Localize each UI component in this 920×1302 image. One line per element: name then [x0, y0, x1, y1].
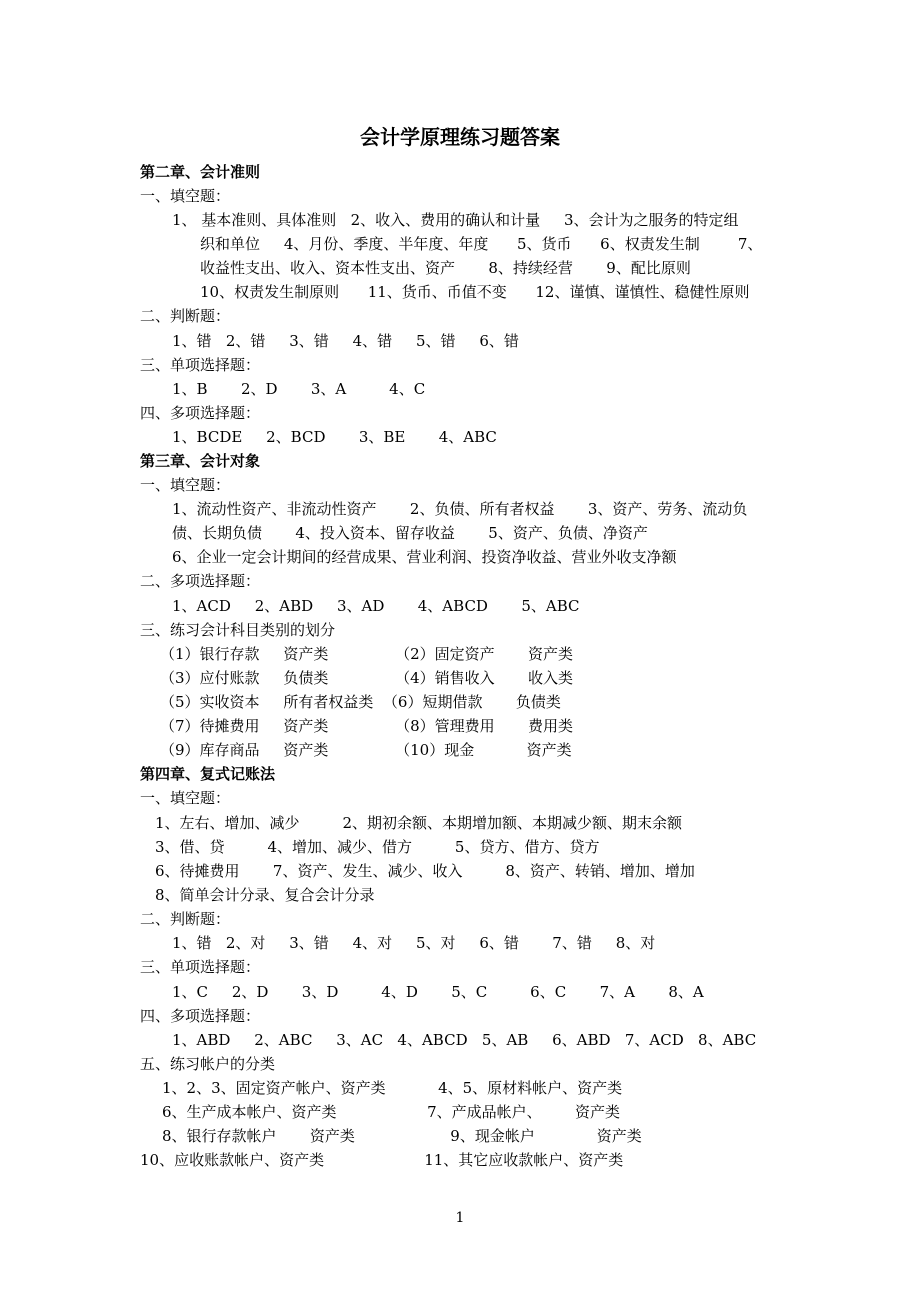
- answer-line: 1、ABD 2、ABC 3、AC 4、ABCD 5、AB 6、ABD 7、ACD 8、ABC: [172, 1031, 757, 1049]
- section-heading: 三、单项选择题：: [140, 958, 261, 976]
- answer-line: 债、长期负债 4、投入资本、留存收益 5、资产、负债、净资产: [172, 524, 648, 542]
- answer-line: 1、ACD 2、ABD 3、AD 4、ABCD 5、ABC: [172, 597, 580, 615]
- chapter-heading: 第四章、复式记账法: [140, 765, 276, 783]
- answer-line: （1）银行存款 资产类 （2）固定资产 资产类: [160, 645, 574, 663]
- answer-line: 6、待摊费用 7、资产、发生、减少、收入 8、资产、转销、增加、增加: [155, 862, 695, 880]
- answer-line: 10、权责发生制原则 11、货币、币值不变 12、谨慎、谨慎性、稳健性原则: [200, 283, 750, 301]
- answer-line: 8、银行存款帐户 资产类 9、现金帐户 资产类: [162, 1127, 642, 1145]
- answer-line: （5）实收资本 所有者权益类 （6）短期借款 负债类: [160, 693, 561, 711]
- section-heading: 三、单项选择题：: [140, 356, 261, 374]
- section-heading: 五、练习帐户的分类: [140, 1055, 276, 1073]
- answer-line: （7）待摊费用 资产类 （8）管理费用 费用类: [160, 717, 574, 735]
- answer-line: 10、应收账款帐户、资产类 11、其它应收款帐户、资产类: [140, 1151, 624, 1169]
- answer-line: 1、左右、增加、减少 2、期初余额、本期增加额、本期减少额、期末余额: [155, 814, 683, 832]
- answer-line: 1、2、3、固定资产帐户、资产类 4、5、原材料帐户、资产类: [162, 1079, 623, 1097]
- section-heading: 二、判断题：: [140, 910, 231, 928]
- section-heading: 三、练习会计科目类别的划分: [140, 621, 336, 639]
- answer-line: 1、流动性资产、非流动性资产 2、负债、所有者权益 3、资产、劳务、流动负: [172, 500, 748, 518]
- section-heading: 四、多项选择题：: [140, 404, 261, 422]
- answer-line: （9）库存商品 资产类 （10）现金 资产类: [160, 741, 572, 759]
- answer-line: 1、BCDE 2、BCD 3、BE 4、ABC: [172, 428, 497, 446]
- answer-line: 1、错 2、错 3、错 4、错 5、错 6、错: [172, 332, 519, 350]
- section-heading: 一、填空题：: [140, 187, 231, 205]
- answer-line: 8、简单会计分录、复合会计分录: [155, 886, 375, 904]
- answer-line: 收益性支出、收入、资本性支出、资产 8、持续经营 9、配比原则: [200, 259, 691, 277]
- answer-line: 1、错 2、对 3、错 4、对 5、对 6、错 7、错 8、对: [172, 934, 656, 952]
- answer-line: 3、借、贷 4、增加、减少、借方 5、贷方、借方、贷方: [155, 838, 600, 856]
- chapter-heading: 第二章、会计准则: [140, 163, 261, 181]
- section-heading: 二、多项选择题：: [140, 572, 261, 590]
- answer-line: 6、生产成本帐户、资产类 7、产成品帐户、 资产类: [162, 1103, 621, 1121]
- section-heading: 一、填空题：: [140, 476, 231, 494]
- section-heading: 二、判断题：: [140, 307, 231, 325]
- page-number: 1: [455, 1210, 465, 1226]
- document-title: 会计学原理练习题答案: [360, 125, 560, 149]
- answer-line: 1、C 2、D 3、D 4、D 5、C 6、C 7、A 8、A: [172, 983, 704, 1001]
- answer-line: 1、B 2、D 3、A 4、C: [172, 380, 426, 398]
- answer-line: 6、企业一定会计期间的经营成果、营业利润、投资净收益、营业外收支净额: [172, 548, 677, 566]
- answer-line: （3）应付账款 负债类 （4）销售收入 收入类: [160, 669, 574, 687]
- section-heading: 一、填空题：: [140, 789, 231, 807]
- chapter-heading: 第三章、会计对象: [140, 452, 261, 470]
- section-heading: 四、多项选择题：: [140, 1007, 261, 1025]
- answer-line: 织和单位 4、月份、季度、半年度、年度 5、货币 6、权责发生制 7、: [200, 235, 763, 253]
- answer-line: 1、 基本准则、具体准则 2、收入、费用的确认和计量 3、会计为之服务的特定组: [172, 211, 739, 229]
